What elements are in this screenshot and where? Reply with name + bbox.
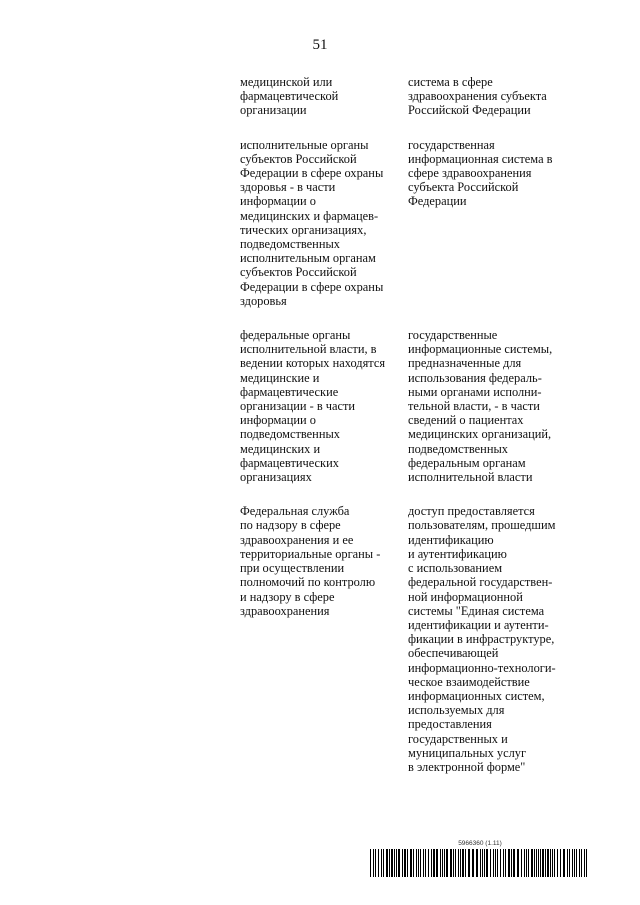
- table-row: [240, 138, 570, 308]
- table-row: [240, 75, 570, 118]
- table-cell-left: медицинской или фармацевтической организации: [240, 75, 339, 118]
- table-cell-left: федеральные органы исполнительной власти, в ведении которых находятся медицинские и фармацевтические организации - в части информации о подведомственных медицинских и фармацевтических организациях: [240, 328, 386, 485]
- table-cell-left: исполнительные органы субъектов Российской Федерации в сфере охраны здоровья - в части информации о медицинских и фармацев- тических организациях, подведомственных исполнительным органам субъектов Российской Федерации в сфере охраны здоровья: [240, 137, 384, 308]
- barcode-icon: [370, 849, 590, 877]
- table-body: [240, 75, 570, 774]
- table-cell-right: государственная информационная система в сфере здравоохранения субъекта Российской Федерации: [408, 137, 553, 209]
- table-row: [240, 328, 570, 484]
- table-cell-right: государственные информационные системы, предназначенные для использования федераль- ными органами исполни- тельной власти, - в части сведений о пациентах медицинских организаций, подведомственных федеральным органам исполнительной власти: [408, 328, 553, 485]
- table-row: [240, 504, 570, 774]
- barcode-number: 5966360 (1.11): [458, 840, 502, 847]
- table-cell-right: доступ предоставляется пользователям, прошедшим идентификацию и аутентификацию с использованием федеральной государствен- ной информационной системы "Единая система идентификации и аутенти- фикации в инфраструктуре, обеспечивающей информационно-технологи- ческое взаимодействие информационных систем, используемых для предоставления государственных и муниципальных услуг в электронной форме": [408, 504, 556, 774]
- table-cell-right: система в сфере здравоохранения субъекта Российской Федерации: [408, 75, 547, 118]
- page-number: 51: [312, 37, 328, 53]
- table-cell-left: Федеральная служба по надзору в сфере здравоохранения и ее территориальные органы - при осуществлении полномочий по контролю и надзору в сфере здравоохранения: [240, 504, 381, 618]
- barcode: [370, 840, 590, 880]
